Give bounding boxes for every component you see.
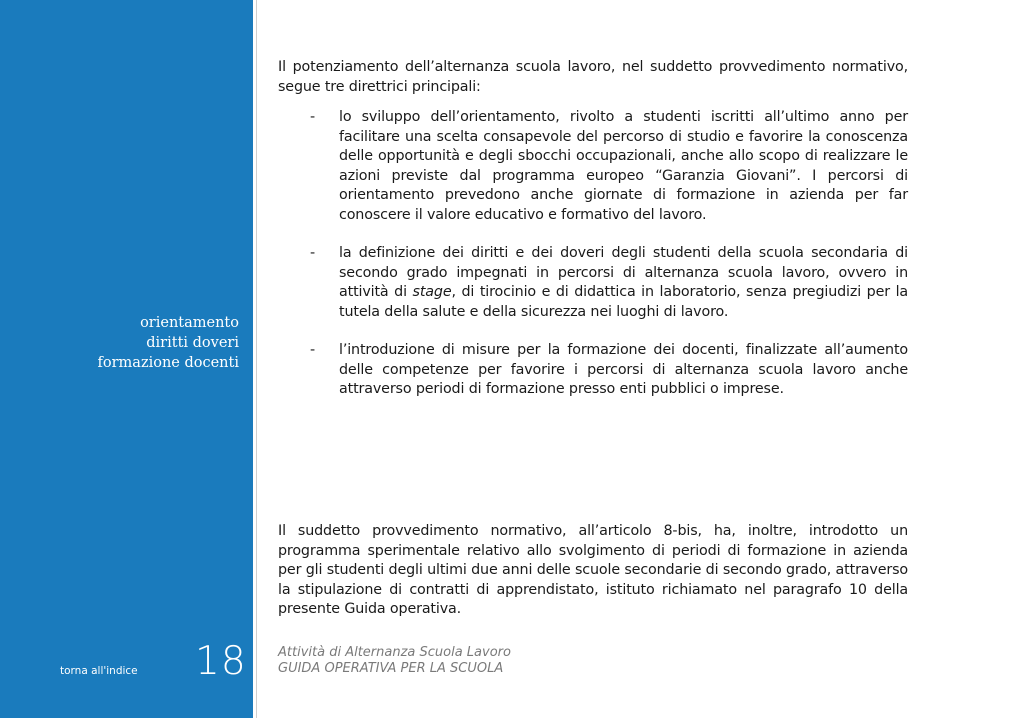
bullet-dash: - — [310, 245, 316, 261]
divider — [256, 0, 257, 718]
list-item — [278, 341, 908, 400]
list-item-text: lo sviluppo dell’orientamento, rivolto a studenti iscritti all’ultimo anno per facilitare una scelta consapevole del percorso di studio e favorire la conoscenza delle opportunità e degli sbocchi occupazionali, anche allo scopo di realizzare le azioni previste dal programma europeo “Garanzia Giovani”. I percorsi di orientamento prevedono anche giornate di formazione in azienda per far conoscere il valore educativo e formativo del lavoro. — [339, 109, 908, 223]
section-heading-line: diritti doveri — [146, 335, 239, 351]
bullet-dash: - — [310, 109, 316, 125]
sidebar — [0, 0, 253, 718]
section-heading-line: orientamento — [140, 315, 239, 331]
footer-title: Attività di Alternanza Scuola Lavoro — [278, 645, 511, 660]
list-item — [278, 244, 908, 322]
bullet-dash: - — [310, 342, 316, 358]
closing-paragraph: Il suddetto provvedimento normativo, all’articolo 8-bis, ha, inoltre, introdotto un programma sperimentale relativo allo svolgimento di periodi di formazione in azienda per gli studenti degli ultimi due anni delle scuole secondarie di secondo grado, attraverso la stipulazione di contratti di apprendistato, istituto richiamato nel paragrafo 10 della presente Guida operativa. — [278, 523, 908, 617]
italic-term: stage — [412, 284, 452, 300]
list-item — [278, 108, 908, 225]
footer-subtitle: GUIDA OPERATIVA PER LA SCUOLA — [278, 661, 504, 676]
list-item-text-part: , di tirocinio e di didattica in laboratorio, senza pregiudizi per la tutela della salute e della sicurezza nei luoghi di lavoro. — [339, 284, 908, 320]
main-content — [278, 58, 908, 419]
footer — [278, 645, 511, 677]
bullet-list — [278, 108, 908, 400]
page-number: 18 — [195, 639, 247, 684]
list-item-text-part: la definizione dei diritti e dei doveri degli studenti della scuola secondaria di secondo grado impegnati in percorsi di alternanza scuola lavoro, ovvero in attività di — [339, 245, 908, 300]
list-item-text — [339, 245, 908, 320]
section-heading-line: formazione docenti — [97, 355, 239, 371]
section-heading — [9, 313, 239, 373]
list-item-text: l’introduzione di misure per la formazione dei docenti, finalizzate all’aumento delle competenze per favorire i percorsi di alternanza scuola lavoro anche attraverso periodi di formazione presso enti pubblici o imprese. — [339, 342, 908, 397]
intro-paragraph: Il potenziamento dell’alternanza scuola lavoro, nel suddetto provvedimento normativo, segue tre direttrici principali: — [278, 59, 908, 95]
back-to-index-link[interactable]: torna all'indice — [60, 665, 138, 677]
